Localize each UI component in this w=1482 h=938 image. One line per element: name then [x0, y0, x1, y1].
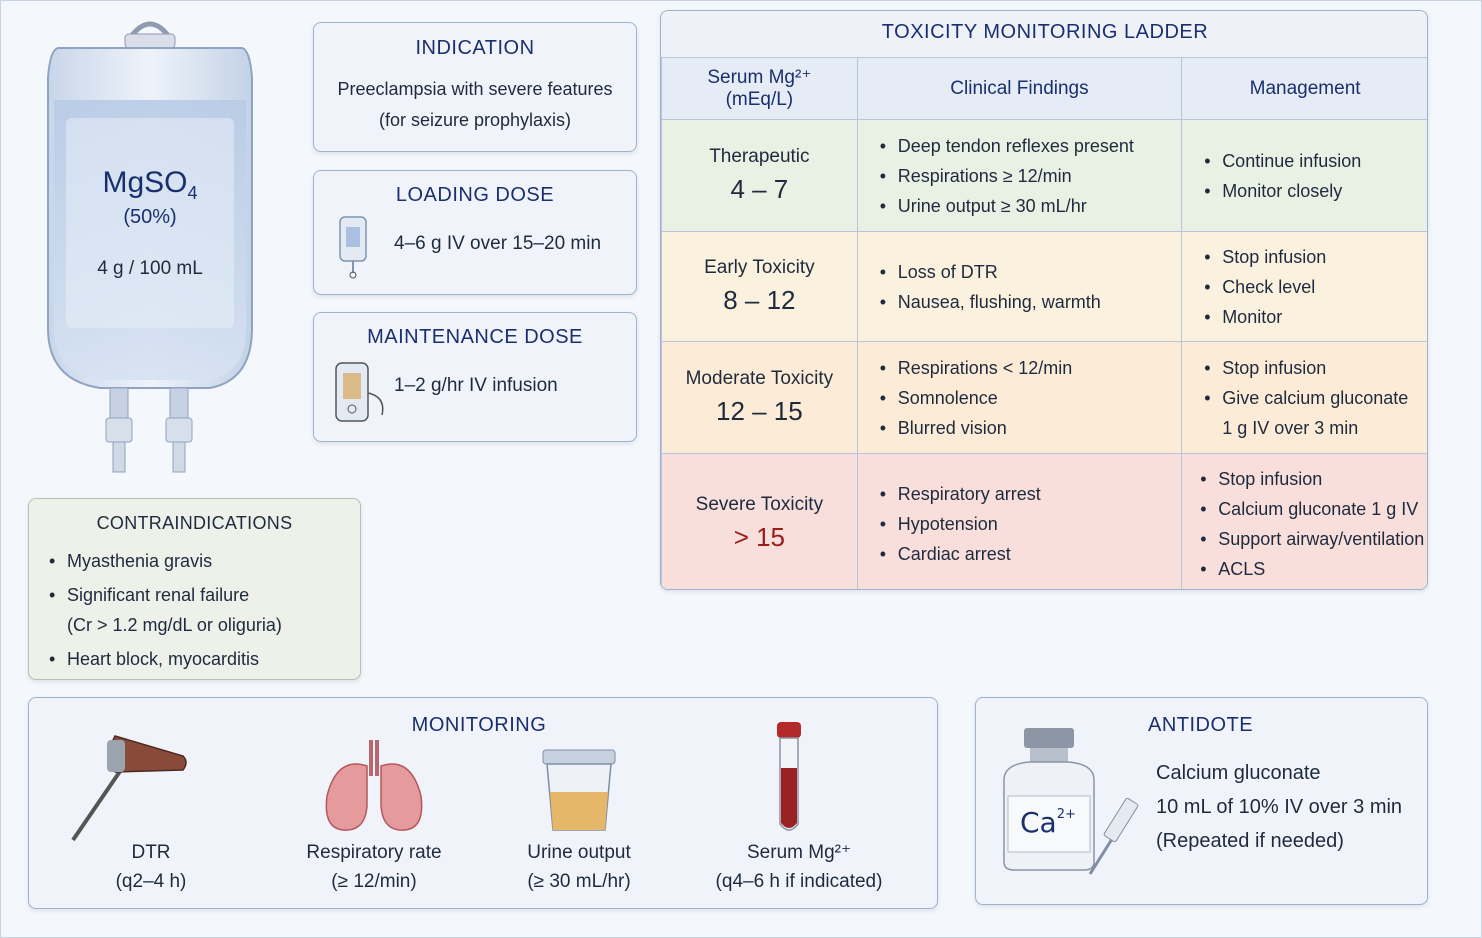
infusion-pump-icon	[332, 357, 388, 427]
contraindication-item-sub: (Cr > 1.2 mg/dL or oliguria)	[67, 615, 282, 635]
loading-title: LOADING DOSE	[395, 184, 555, 206]
monitoring-title: MONITORING	[411, 714, 547, 736]
antidote-text	[1156, 756, 1402, 858]
ladder-title: TOXICITY MONITORING LADDER	[881, 21, 1209, 43]
maintenance-text: 1–2 g/hr IV infusion	[394, 375, 558, 396]
indication-line2: (for seizure prophylaxis)	[378, 110, 572, 130]
blood-tube-icon	[771, 720, 807, 838]
contraindication-item: • Heart block, myocarditis	[49, 644, 360, 674]
findings-cell: • Respiratory arrest • Hypotension • Cardiac arrest	[857, 454, 1181, 591]
indication-line1: Preeclampsia with severe features	[337, 79, 613, 99]
management-cell: • Stop infusion • Check level • Monitor	[1182, 232, 1428, 342]
toxicity-ladder-card	[660, 10, 1428, 590]
monitoring-item: Urine output (≥ 30 mL/hr)	[527, 842, 631, 892]
management-cell: • Stop infusion • Give calcium gluconate 1 g IV over 3 min	[1182, 342, 1428, 454]
col-header-findings: Clinical Findings	[857, 58, 1181, 120]
antidote-card	[975, 697, 1428, 905]
bag-volume: 4 g / 100 mL	[97, 258, 203, 279]
col-header-serum: Serum Mg²⁺ (mEq/L)	[662, 58, 858, 120]
contraindications-title: CONTRAINDICATIONS	[96, 513, 293, 533]
antidote-title: ANTIDOTE	[1148, 714, 1254, 736]
findings-cell: • Loss of DTR • Nausea, flushing, warmth	[857, 232, 1181, 342]
maintenance-title: MAINTENANCE DOSE	[367, 326, 583, 348]
loading-text: 4–6 g IV over 15–20 min	[394, 233, 602, 254]
antidote-line1: Calcium gluconate	[1156, 762, 1321, 784]
level-cell: Moderate Toxicity 12 – 15	[662, 342, 858, 454]
table-row	[662, 342, 1429, 454]
antidote-line3: (Repeated if needed)	[1156, 830, 1344, 852]
contraindications-card	[28, 498, 361, 680]
lungs-icon	[319, 736, 429, 836]
contraindications-list	[29, 546, 360, 674]
indication-card	[313, 22, 637, 152]
table-row	[662, 120, 1429, 232]
management-cell: • Continue infusion • Monitor closely	[1182, 120, 1428, 232]
vial-label-text: $Ca^{2+}$	[1020, 806, 1076, 839]
monitoring-item: Respiratory rate (≥ 12/min)	[306, 842, 442, 892]
bag-drug-name: MgSO$_4$	[102, 166, 198, 203]
contraindication-item: • Significant renal failure (Cr > 1.2 mg/dL or oliguria)	[49, 580, 360, 640]
level-cell: Severe Toxicity > 15	[662, 454, 858, 591]
level-cell: Early Toxicity 8 – 12	[662, 232, 858, 342]
reflex-hammer-icon	[65, 728, 195, 848]
col-header-management: Management	[1182, 58, 1428, 120]
contraindication-item: • Myasthenia gravis	[49, 546, 360, 576]
urine-cup-icon	[539, 746, 619, 836]
management-cell: • Stop infusion • Calcium gluconate 1 g IV • Support airway/ventilation • ACLS	[1182, 454, 1428, 591]
toxicity-table	[661, 57, 1428, 590]
level-cell: Therapeutic 4 – 7	[662, 120, 858, 232]
iv-bag-icon	[30, 8, 270, 498]
table-row	[662, 232, 1429, 342]
findings-cell: • Deep tendon reflexes present • Respirations ≥ 12/min • Urine output ≥ 30 mL/hr	[857, 120, 1181, 232]
maintenance-dose-card	[313, 312, 637, 442]
syringe-pump-icon	[336, 213, 370, 281]
indication-title: INDICATION	[415, 37, 535, 59]
table-row	[662, 454, 1429, 591]
loading-dose-card	[313, 170, 637, 295]
monitoring-item: DTR (q2–4 h)	[115, 842, 187, 892]
monitoring-card	[28, 697, 938, 909]
antidote-line2: 10 mL of 10% IV over 3 min	[1156, 796, 1403, 818]
bag-concentration: (50%)	[123, 206, 177, 228]
calcium-vial-icon	[994, 724, 1144, 884]
monitoring-item: Serum Mg²⁺ (q4–6 h if indicated)	[715, 842, 883, 892]
findings-cell: • Respirations < 12/min • Somnolence • Blurred vision	[857, 342, 1181, 454]
